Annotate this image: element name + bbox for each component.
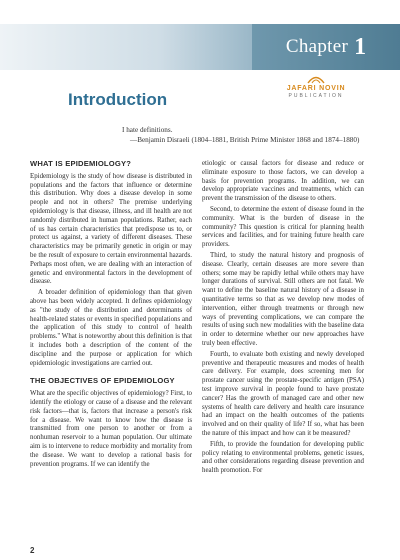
- paragraph: Second, to determine the extent of disease found in the community. What is the burden of disease in the community? This question is critical for planning health services and facilities, and for training future health care providers.: [202, 205, 364, 249]
- epigraph: [122, 126, 359, 145]
- publisher-logo: [266, 74, 366, 99]
- section-heading-what-is-epidemiology: WHAT IS EPIDEMIOLOGY?: [30, 159, 132, 168]
- chapter-word: Chapter: [285, 36, 349, 57]
- paragraph: Fourth, to evaluate both existing and newly developed preventive and therapeutic measures and modes of health care delivery. For example, does screening men for prostate cancer using the prostate-specific antigen (PSA) test improve survival in people found to have prostate cancer? Has the growth of managed care and other new systems of health care delivery and health care insurance had an impact on the health outcomes of the patients involved and on their quality of life? If so, what has been the nature of this impact and how can it be measured?: [202, 350, 364, 437]
- chapter-number: 1: [354, 33, 367, 60]
- chapter-label: [252, 24, 400, 70]
- publisher-logo-icon: [307, 74, 325, 84]
- left-column: [30, 160, 192, 471]
- paragraph: Epidemiology is the study of how disease is distributed in populations and the factors that influence or determine this distribution. Why does a disease develop in some people and not in others? The premise underlying epidemiology is that disease, illness, and ill health are not randomly distributed in human populations. Rather, each of us has certain characteristics that predispose us to, or protect us against, a variety of different diseases. These characteristics may be primarily genetic in origin or may be the result of exposure to certain environmental hazards. Perhaps most often, we are dealing with an interaction of genetic and environmental factors in the development of disease.: [30, 172, 192, 286]
- paragraph: Fifth, to provide the foundation for developing public policy relating to environmental problems, genetic issues, and other considerations regarding disease prevention and health promotion. For: [202, 440, 364, 475]
- section-heading-objectives: THE OBJECTIVES OF EPIDEMIOLOGY: [30, 376, 175, 386]
- paragraph: etiologic or causal factors for disease and reduce or eliminate exposure to those factors, we can develop a basis for prevention programs. In addition, we can develop appropriate vaccines and treatments, which can prevent the transmission of the disease to others.: [202, 160, 364, 203]
- page-title: Introduction: [68, 90, 168, 109]
- publisher-subtitle: PUBLICATION: [288, 93, 344, 99]
- epigraph-quote: I hate definitions.: [122, 126, 173, 134]
- right-column: [202, 160, 364, 478]
- paragraph: A broader definition of epidemiology than that given above has been widely accepted. It defines epidemiology as "the study of the distribution and determinants of health-related states or events in specified populations and the application of this study to control of health problems." What is noteworthy about this definition is that it includes both a description of the content of the discipline and the purpose or application for which epidemiologic investigations are carried out.: [30, 289, 192, 367]
- epigraph-attribution: —Benjamin Disraeli (1804–1881, British Prime Minister 1868 and 1874–1880): [130, 135, 360, 144]
- paragraph: Third, to study the natural history and prognosis of disease. Clearly, certain diseases are more severe than others; some may be rapidly lethal while others may have longer durations of survival. Still others are not fatal. We want to define the baseline natural history of a disease in quantitative terms so that as we develop new modes of intervention, either through treatments or through new ways of preventing complications, we can compare the results of using such new modalities with the baseline data in order to determine whether our new approaches have truly been effective.: [202, 251, 364, 347]
- publisher-name: JAFARI NOVIN: [286, 85, 346, 92]
- paragraph: What are the specific objectives of epidemiology? First, to identify the etiology or cause of a disease and the relevant risk factors—that is, factors that increase a person's risk for a disease. We want to know how the disease is transmitted from one person to another or from a nonhuman reservoir to a human population. Our ultimate aim is to intervene to reduce morbidity and mortality from the disease. We want to develop a rational basis for prevention programs. If we can identify the: [30, 390, 192, 468]
- page-number: 2: [30, 546, 35, 555]
